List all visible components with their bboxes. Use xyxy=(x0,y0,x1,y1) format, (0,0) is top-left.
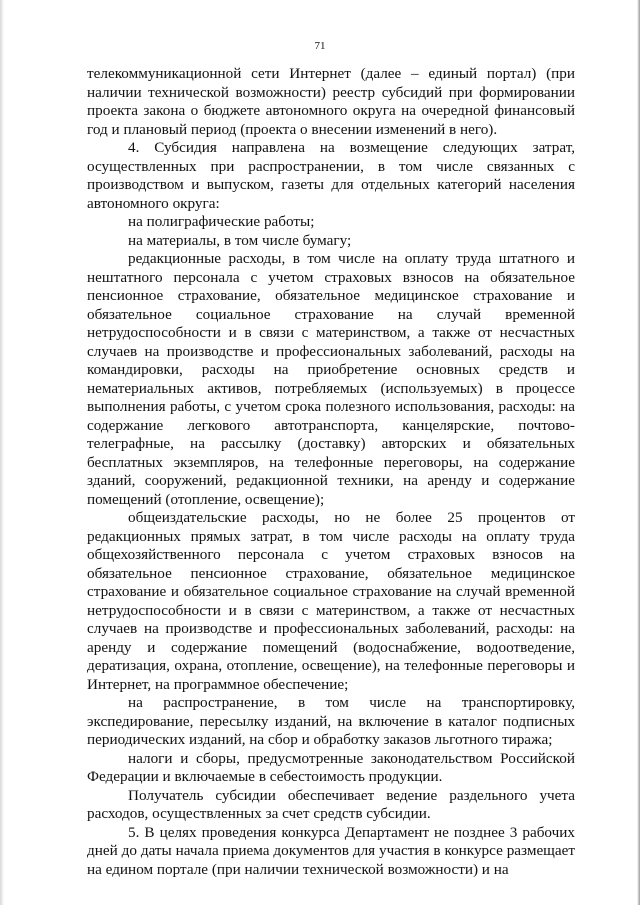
paragraph-materials: на материалы, в том числе бумагу; xyxy=(128,231,352,249)
paragraph-editorial-expenses: редакционные расходы, в том числе на оплату труда штатного и нештатного персонала с учетом страховых взносов на обязательное пенсионное страхование, обязательное медицинское страхование и обязательное социальное страхование на случай временной нетрудоспособности и в связи с материнством, а также от несчастных случаев на производстве и профессиональных заболеваний, расходы на командировки, расходы на приобретение основных средств и нематериальных активов, потребляемых (используемых) в процессе выполнения работы, с учетом срока полезного использования, расходы: на содержание легкового автотранспорта, канцелярские, почтово-телеграфные, на рассылку (доставку) авторских и обязательных бесплатных экземпляров, на телефонные переговоры, на содержание зданий, сооружений, редакционной техники, на аренду и содержание помещений (отопление, освещение); xyxy=(87,250,575,508)
body-text xyxy=(87,65,575,879)
paragraph-contest-announcement: 5. В целях проведения конкурса Департамент не позднее 3 рабочих дней до даты начала приема документов для участия в конкурсе размещает на едином портале (при наличии технической возможности) и на xyxy=(87,823,575,878)
scan-left-edge xyxy=(0,0,4,905)
paragraph-portal-registry: телекоммуникационной сети Интернет (далее – единый портал) (при наличии технической возможности) реестр субсидий при формировании проекта закона о бюджете автономного округа на очередной финансовый год и плановый период (проекта о внесении изменений в него). xyxy=(87,65,575,138)
paragraph-separate-accounting: Получатель субсидии обеспечивает ведение раздельного учета расходов, осуществленных за счет средств субсидии. xyxy=(87,786,575,822)
page-number: 71 xyxy=(314,40,326,52)
paragraph-subsidy-purpose: 4. Субсидия направлена на возмещение следующих затрат, осуществленных при распространении, в том числе связанных с производством и выпуском, газеты для отдельных категорий населения автономного округа: xyxy=(87,139,575,212)
paragraph-general-publishing-expenses: общеиздательские расходы, но не более 25 процентов от редакционных прямых затрат, в том числе расходы на оплату труда общехозяйственного персонала с учетом страховых взносов на обязательное пенсионное страхование, обязательное медицинское страхование и обязательное социальное страхование на случай временной нетрудоспособности и в связи с материнством, а также от несчастных случаев на производстве и профессиональных заболеваний, расходы: на аренду и содержание помещений (водоснабжение, водоотведение, дератизация, охрана, отопление, освещение), на телефонные переговоры и Интернет, на программное обеспечение; xyxy=(87,509,575,693)
paragraph-distribution: на распространение, в том числе на транспортировку, экспедирование, пересылку изданий, на включение в каталог подписных периодических изданий, на сбор и обработку заказов льготного тиража; xyxy=(87,694,575,748)
paragraph-printing-works: на полиграфические работы; xyxy=(128,213,315,230)
paragraph-taxes: налоги и сборы, предусмотренные законодательством Российской Федерации и включаемые в себестоимость продукции. xyxy=(87,749,575,785)
